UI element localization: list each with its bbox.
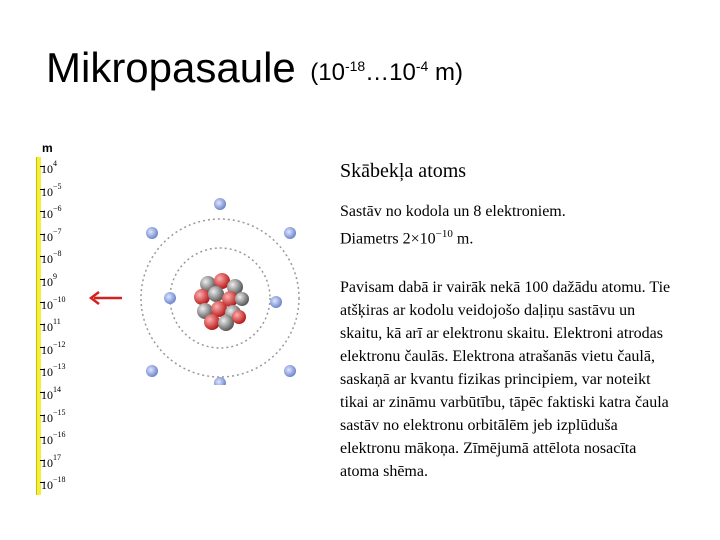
arrow-left-icon xyxy=(88,290,122,306)
tick-label: $10^{-7}$ xyxy=(41,226,62,244)
tick-label: $10^{-18}$ xyxy=(41,475,66,493)
page-title xyxy=(46,44,463,92)
tick-label: $10^{-5}$ xyxy=(41,181,62,199)
tick-label: $10^{-16}$ xyxy=(41,430,66,448)
tick-label: $10^{-10}$ xyxy=(41,294,66,312)
range-dots: …10 xyxy=(365,59,416,86)
tick-label: $10^{-13}$ xyxy=(41,362,66,380)
tick-label: $10^9$ xyxy=(41,272,57,289)
tick-label: $10^{-6}$ xyxy=(41,204,62,222)
range-close: m) xyxy=(428,59,463,86)
tick-label: $10^4$ xyxy=(41,159,57,176)
title-main: Mikropasaule xyxy=(46,44,296,91)
scale-unit: m xyxy=(42,141,53,155)
title-range xyxy=(310,59,463,86)
nucleus xyxy=(194,273,249,331)
tick-label: $10^{17}$ xyxy=(41,452,61,470)
range-open: (10 xyxy=(310,59,345,86)
body-text: Pavisam dabā ir vairāk nekā 100 dažādu atomu. Tie atšķiras ar kodolu veidojošo daļiņu sastāvu un skaitu, kā arī ar elektronu skaitu. Elektroni atrodas elektronu čaulās. Elektrona atrašanās vietu čaulā, saskaņā ar kvantu fizikas principiem, var noteikt tikai ar zināmu varbūtību, tāpēc faktiski katra čaula sastāv no elektronu orbitālēm jeb izplūduša elektronu mākoņa. Zīmējumā attēlota nosacīta atoma shēma. xyxy=(340,279,671,480)
range-exp-min: -18 xyxy=(344,58,366,74)
description-line1: Sastāv no kodola un 8 elektroniem. xyxy=(340,203,566,220)
tick-label: $10^{-12}$ xyxy=(41,339,66,357)
description-line2: Diametrs $2\times 10^{-10}$ m. xyxy=(340,228,474,248)
tick-label: $10^{-15}$ xyxy=(41,407,66,425)
tick-label: $10^{11}$ xyxy=(41,317,61,335)
heading: Skābekļa atoms xyxy=(340,160,467,182)
description xyxy=(340,200,675,250)
tick-label: $10^{-8}$ xyxy=(41,249,62,267)
tick-label: $10^{14}$ xyxy=(41,385,61,402)
atom-diagram xyxy=(140,195,310,385)
range-exp-max: -4 xyxy=(415,58,429,74)
